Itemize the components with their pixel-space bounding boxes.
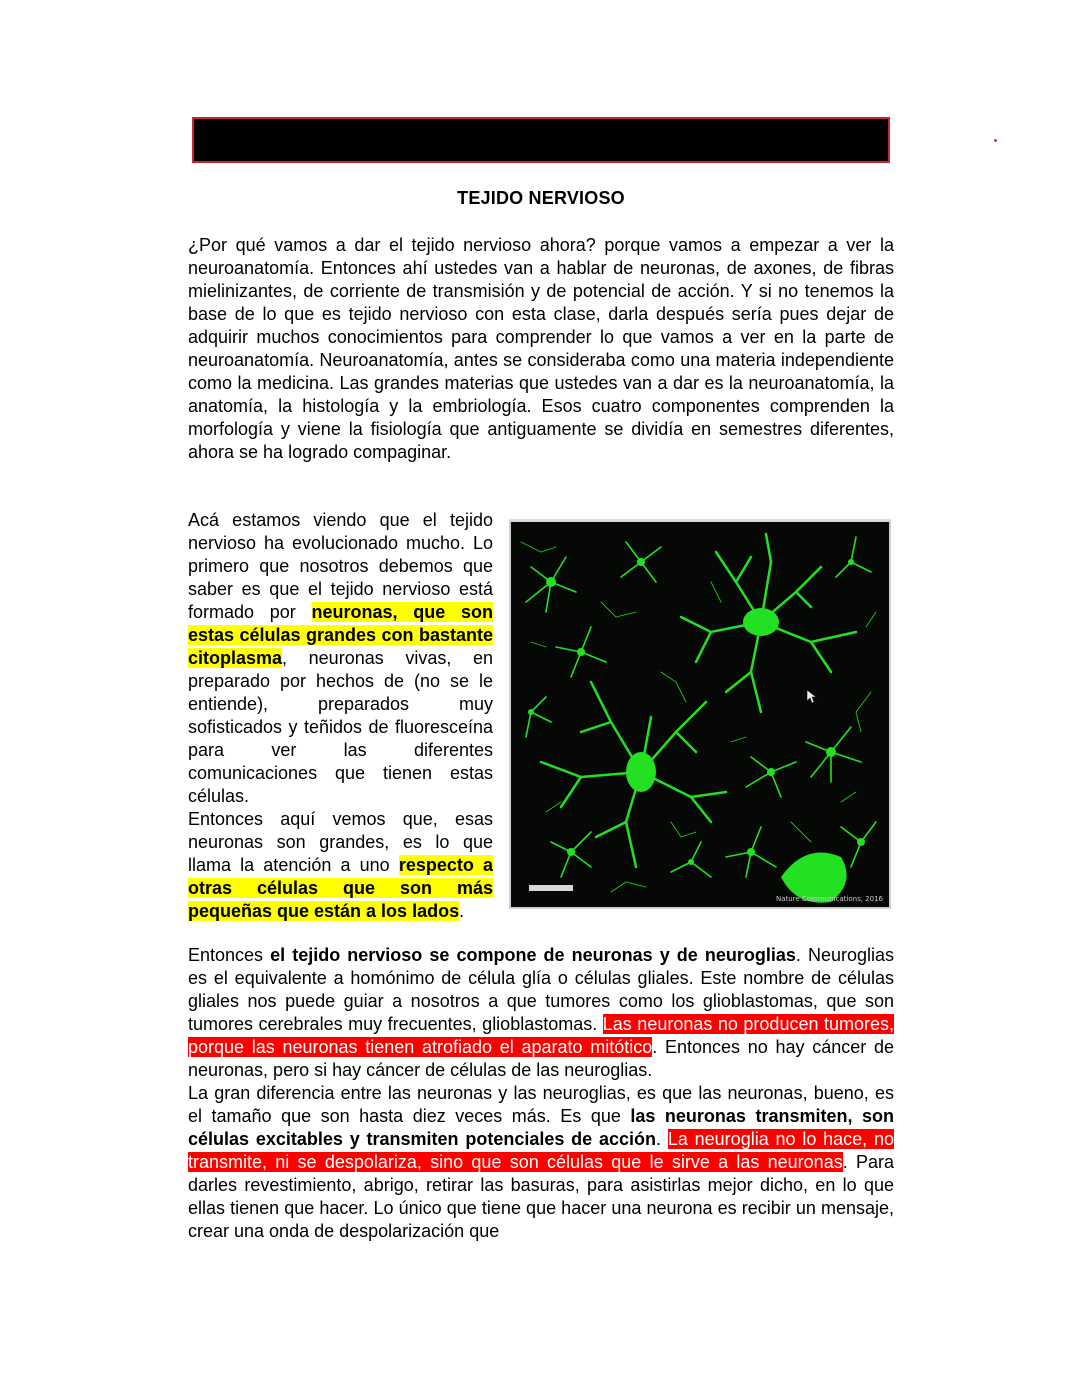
neuroglia-paragraph bbox=[188, 944, 894, 1243]
column-b-intro: Entonces aquí vemos que, esas neuronas son grandes, es lo que llama la atención a uno bbox=[188, 809, 493, 875]
cursor-icon bbox=[807, 690, 817, 704]
image-credit: Nature Communications, 2016 bbox=[775, 895, 883, 903]
column-a-rest: , neuronas vivas, en preparado por hechos de (no se le entiende), preparados muy sofisticados y teñidos de fluoresceína para ver las diferentes comunicaciones que tienen estas células. bbox=[188, 648, 493, 806]
p3-s1-start: Entonces bbox=[188, 945, 271, 965]
p3-s1-tail: . Entonces no hay cáncer de neuronas, pero si hay cáncer de células de las neuroglias. bbox=[188, 1037, 894, 1080]
p3-s2-start: La gran diferencia entre las neuronas y las neuroglias, es que las neuronas, bueno, es el tamaño que son hasta diez veces más. Es que bbox=[188, 1083, 894, 1126]
column-text bbox=[188, 509, 493, 923]
column-a-intro: Acá estamos viendo que el tejido nervioso ha evolucionado mucho. Lo primero que nosotros debemos que saber es que el tejido nervioso está formado por bbox=[188, 510, 493, 622]
column-paragraph-a bbox=[188, 509, 493, 808]
page-title: TEJIDO NERVIOSO bbox=[457, 188, 625, 208]
bold-neuronas-transmiten: las neuronas transmiten, son células excitables y transmiten potenciales de acción bbox=[188, 1106, 894, 1149]
scale-bar bbox=[529, 885, 573, 891]
column-b-end: . bbox=[459, 901, 465, 921]
stray-mark bbox=[994, 139, 997, 142]
red-highlight-tumores: Las neuronas no producen tumores, porque las neuronas tienen atrofiado el aparato mitótico bbox=[188, 1014, 895, 1057]
p3-s1-end: . Neuroglias es el equivalente a homónimo de célula glía o células gliales. Este nombre de células gliales nos puede guiar a nosotros a que tumores como los glioblastomas, que son tumores cerebrales muy frecuentes, glioblastomas. bbox=[188, 945, 894, 1034]
highlight-neuronas: neuronas, que son estas células grandes con bastante citoplasma bbox=[188, 602, 493, 668]
bold-tejido-compone: el tejido nervioso se compone de neuronas y de neuroglias bbox=[270, 945, 796, 965]
p3-s2-end: . bbox=[656, 1129, 668, 1149]
neuron-micrograph-image bbox=[511, 522, 889, 907]
red-highlight-neuroglia: La neuroglia no lo hace, no transmite, ni se despolariza, sino que son células que le sirve a las neuronas bbox=[188, 1129, 895, 1172]
intro-paragraph: ¿Por qué vamos a dar el tejido nervioso ahora? porque vamos a empezar a ver la neuroanatomía. Entonces ahí ustedes van a hablar de neuronas, de axones, de fibras mielinizantes, de corriente de transmisión y de potencial de acción. Y si no tenemos la base de lo que es tejido nervioso con esta clase, darla después sería pues dejar de adquirir muchos conocimientos para comprender lo que vamos a ver en la parte de neuroanatomía. Neuroanatomía, antes se consideraba como una materia independiente como la medicina. Las grandes materias que ustedes van a dar es la neuroanatomía, la anatomía, la histología y la embriología. Esos cuatro componentes comprenden la morfología y viene la fisiología que antiguamente se dividía en semestres diferentes, ahora se ha logrado compaginar. bbox=[188, 235, 894, 462]
p3-s2-tail: . Para darles revestimiento, abrigo, retirar las basuras, para asistirlas mejor dicho, en lo que ellas tienen que hacer. Lo único que tiene que hacer una neurona es recibir un mensaje, crear una onda de despolarización que bbox=[188, 1152, 895, 1241]
header-bar bbox=[192, 117, 890, 163]
highlight-otras-celulas: respecto a otras células que son más pequeñas que están a los lados bbox=[188, 855, 494, 921]
column-paragraph-b bbox=[188, 808, 493, 923]
neuron-micrograph bbox=[509, 519, 891, 909]
